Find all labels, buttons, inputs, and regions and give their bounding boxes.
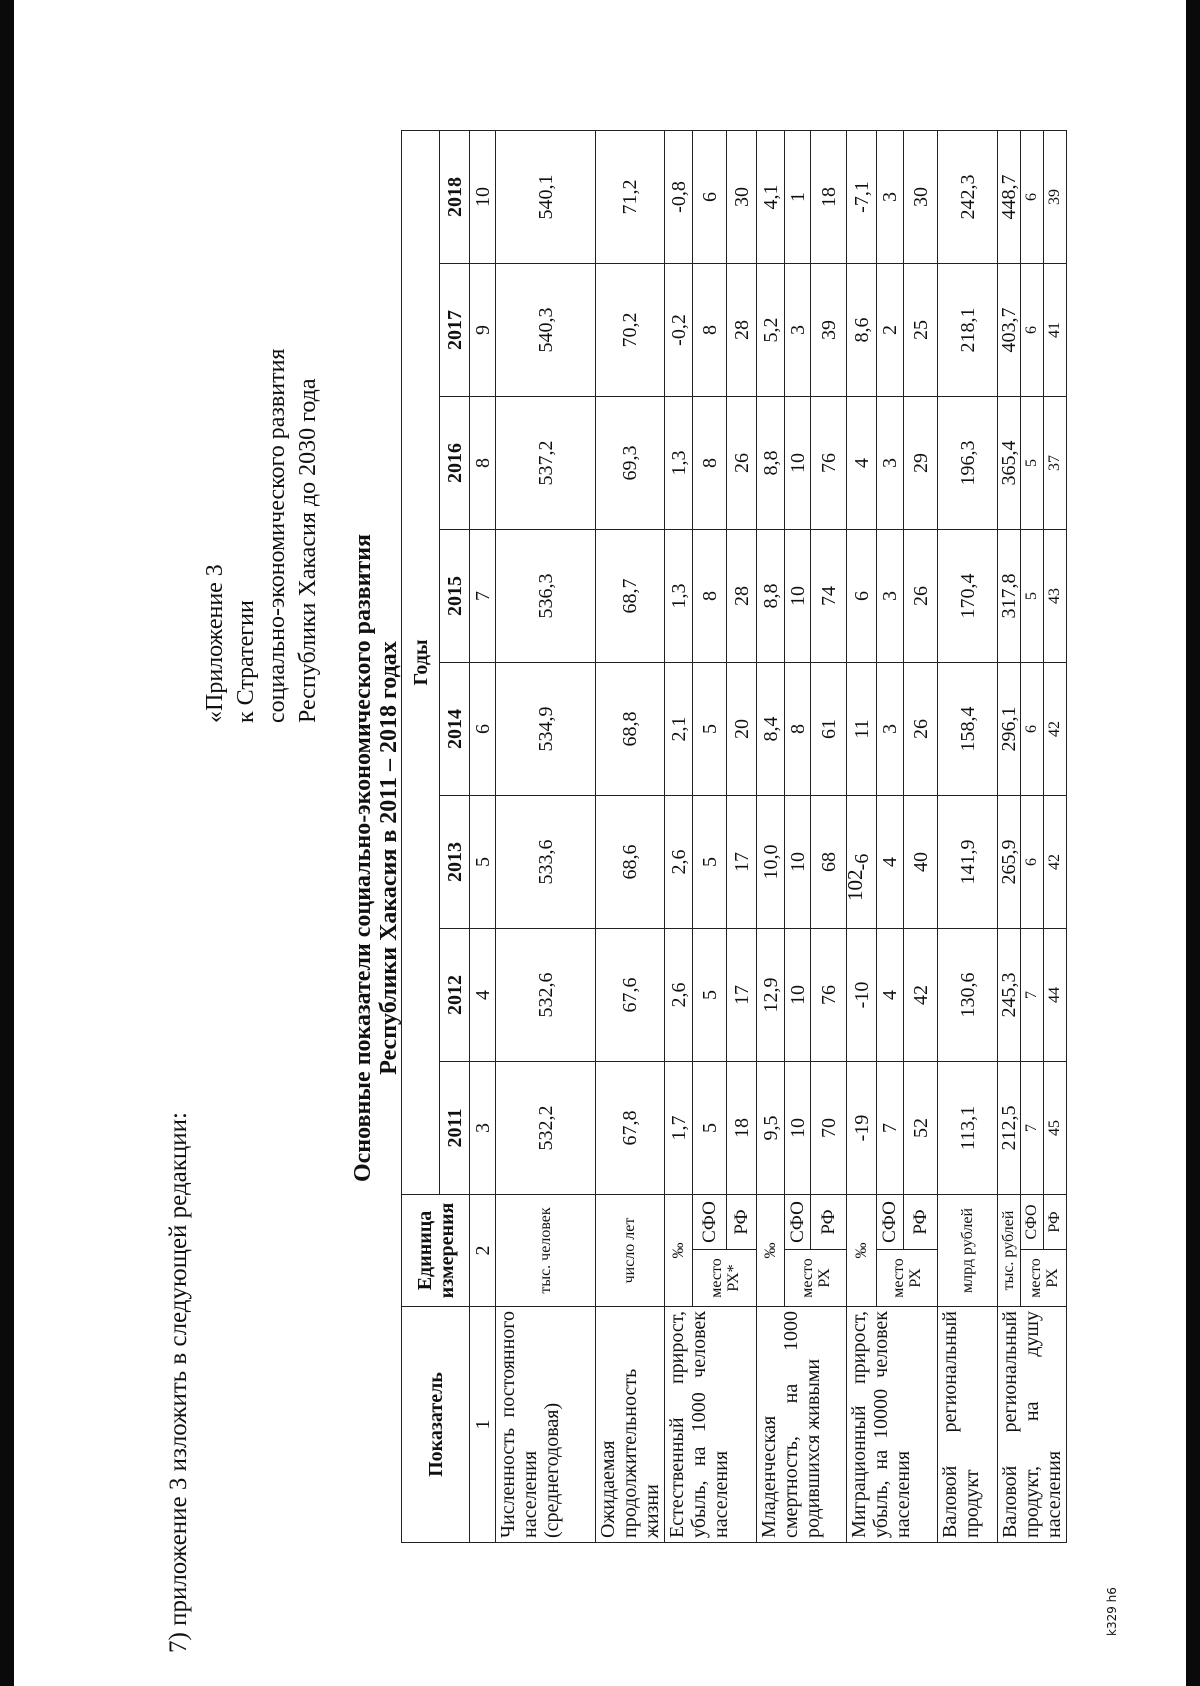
value-cell: -0,2 (665, 263, 693, 396)
value-cell: 317,8 (998, 529, 1021, 662)
column-number: 1 (470, 1307, 496, 1543)
header-year: 2014 (440, 662, 470, 795)
column-number: 3 (470, 1061, 496, 1194)
value-cell: 130,6 (938, 928, 998, 1061)
value-cell: 6 (847, 529, 877, 662)
value-cell: 6 (1021, 263, 1044, 396)
column-number: 5 (470, 795, 496, 928)
column-number: 9 (470, 263, 496, 396)
value-cell: 26 (904, 662, 938, 795)
annex-line: «Приложение 3 (202, 564, 228, 723)
indicator-name: Валовой региональный продукт, на душу населения (998, 1307, 1067, 1543)
region-label: СФО (785, 1194, 811, 1249)
value-cell: 7 (877, 1061, 904, 1194)
value-cell: 10 (785, 928, 811, 1061)
indicator-name: Ожидаемая продолжительность жизни (596, 1307, 665, 1543)
value-cell: 37 (1044, 396, 1067, 529)
value-cell: 61 (811, 662, 847, 795)
table-row (665, 130, 693, 1542)
unit-cell: ‰ (847, 1194, 877, 1306)
value-cell: 534,9 (496, 662, 596, 795)
value-cell: 242,3 (938, 130, 998, 263)
value-cell: 18 (727, 1061, 757, 1194)
value-cell: 12,9 (757, 928, 785, 1061)
header-year: 2016 (440, 396, 470, 529)
value-cell: 532,2 (496, 1061, 596, 1194)
value-cell: 448,7 (998, 130, 1021, 263)
header-row (402, 130, 440, 1542)
value-cell: 5,2 (757, 263, 785, 396)
numbering-row (470, 130, 496, 1542)
value-cell: 1,3 (665, 396, 693, 529)
value-cell: 113,1 (938, 1061, 998, 1194)
table-row (938, 130, 998, 1542)
value-cell: 8,4 (757, 662, 785, 795)
table-title: Основные показатели социально-экономического развития (350, 533, 376, 1183)
value-cell: 28 (727, 529, 757, 662)
value-cell: 540,3 (496, 263, 596, 396)
place-label: место РХ (877, 1250, 938, 1307)
value-cell: 11 (847, 662, 877, 795)
annex-line: Республики Хакасия до 2030 года (295, 378, 321, 723)
value-cell: 67,8 (596, 1061, 665, 1194)
table-row (847, 130, 877, 1542)
header-year: 2015 (440, 529, 470, 662)
table-row (496, 130, 596, 1542)
value-cell: 540,1 (496, 130, 596, 263)
value-cell: 1,3 (665, 529, 693, 662)
unit-cell: ‰ (757, 1194, 785, 1306)
value-cell: 212,5 (998, 1061, 1021, 1194)
value-cell: 2 (877, 263, 904, 396)
region-label: РФ (1044, 1194, 1067, 1249)
indicator-name: Естественный прирост, убыль, на 1000 человек населения (665, 1307, 757, 1543)
region-label: РФ (727, 1194, 757, 1249)
annex-line: к Стратегии (233, 600, 259, 723)
unit-cell: тыс. рублей (998, 1194, 1021, 1306)
region-label: СФО (693, 1194, 727, 1249)
value-cell: 2,1 (665, 662, 693, 795)
value-cell: 8,6 (847, 263, 877, 396)
column-number: 8 (470, 396, 496, 529)
value-cell: 8,8 (757, 396, 785, 529)
unit-cell: млрд рублей (938, 1194, 998, 1306)
value-cell: 8 (693, 396, 727, 529)
value-cell: 25 (904, 263, 938, 396)
value-cell: -0,8 (665, 130, 693, 263)
value-cell: -6 (847, 795, 877, 928)
value-cell: 44 (1044, 928, 1067, 1061)
indicator-name: Валовой региональный продукт (938, 1307, 998, 1543)
unit-cell: ‰ (665, 1194, 693, 1306)
value-cell: 18 (811, 130, 847, 263)
header-year: 2012 (440, 928, 470, 1061)
value-cell: 5 (693, 928, 727, 1061)
value-cell: 536,3 (496, 529, 596, 662)
value-cell: 45 (1044, 1061, 1067, 1194)
value-cell: 296,1 (998, 662, 1021, 795)
value-cell: 52 (904, 1061, 938, 1194)
region-label: РФ (811, 1194, 847, 1249)
value-cell: 39 (1044, 130, 1067, 263)
value-cell: 170,4 (938, 529, 998, 662)
value-cell: 29 (904, 396, 938, 529)
scan-edge-right (1186, 0, 1200, 1686)
value-cell: 39 (811, 263, 847, 396)
value-cell: 3 (877, 396, 904, 529)
region-label: РФ (904, 1194, 938, 1249)
value-cell: 5 (693, 662, 727, 795)
value-cell: 26 (904, 529, 938, 662)
value-cell: 4,1 (757, 130, 785, 263)
place-label: место РХ (1021, 1250, 1067, 1307)
value-cell: 8 (693, 529, 727, 662)
header-year: 2011 (440, 1061, 470, 1194)
value-cell: 42 (1044, 662, 1067, 795)
value-cell: 68,6 (596, 795, 665, 928)
value-cell: 70,2 (596, 263, 665, 396)
region-label: СФО (877, 1194, 904, 1249)
value-cell: 68,8 (596, 662, 665, 795)
value-cell: 40 (904, 795, 938, 928)
region-label: СФО (1021, 1194, 1044, 1249)
value-cell: 69,3 (596, 396, 665, 529)
value-cell: 30 (727, 130, 757, 263)
header-years: Годы (402, 130, 440, 1194)
value-cell: 9,5 (757, 1061, 785, 1194)
value-cell: 71,2 (596, 130, 665, 263)
value-cell: 68,7 (596, 529, 665, 662)
value-cell: 43 (1044, 529, 1067, 662)
value-cell: 5 (693, 795, 727, 928)
header-indicator: Показатель (402, 1307, 470, 1543)
indicator-name: Численность постоянного населения (среднегодовая) (496, 1307, 596, 1543)
place-label: место РХ (785, 1250, 847, 1307)
value-cell: 8 (693, 263, 727, 396)
value-cell: 4 (877, 928, 904, 1061)
value-cell: 533,6 (496, 795, 596, 928)
value-cell: 10,0 (757, 795, 785, 928)
value-cell: 532,6 (496, 928, 596, 1061)
value-cell: 2,6 (665, 795, 693, 928)
header-year: 2017 (440, 263, 470, 396)
value-cell: 20 (727, 662, 757, 795)
value-cell: 3 (877, 529, 904, 662)
value-cell: 17 (727, 795, 757, 928)
value-cell: 42 (904, 928, 938, 1061)
table-subtitle: Республики Хакасия в 2011 – 2018 годах (376, 641, 402, 1075)
value-cell: 4 (847, 396, 877, 529)
value-cell: 10 (785, 795, 811, 928)
table-row (757, 130, 785, 1542)
column-number: 4 (470, 928, 496, 1061)
value-cell: 6 (1021, 130, 1044, 263)
value-cell: -19 (847, 1061, 877, 1194)
value-cell: 76 (811, 928, 847, 1061)
value-cell: 30 (904, 130, 938, 263)
value-cell: -10 (847, 928, 877, 1061)
intro-text: 7) приложение 3 изложить в следующей редакции: (165, 1112, 192, 1653)
value-cell: 3 (785, 263, 811, 396)
value-cell: 196,3 (938, 396, 998, 529)
indicator-name: Младенческая смертность, на 1000 родившихся живыми (757, 1307, 847, 1543)
header-unit: Единица измерения (402, 1194, 470, 1306)
unit-cell: число лет (596, 1194, 665, 1306)
value-cell: 218,1 (938, 263, 998, 396)
value-cell: 5 (1021, 529, 1044, 662)
value-cell: 3 (877, 662, 904, 795)
value-cell: 5 (693, 1061, 727, 1194)
column-number: 2 (470, 1194, 496, 1306)
table-row (998, 130, 1021, 1542)
indicator-name: Миграционный прирост, убыль, на 10000 человек населения (847, 1307, 938, 1543)
value-cell: 5 (1021, 396, 1044, 529)
column-number: 7 (470, 529, 496, 662)
value-cell: 26 (727, 396, 757, 529)
value-cell: 158,4 (938, 662, 998, 795)
value-cell: 28 (727, 263, 757, 396)
value-cell: 4 (877, 795, 904, 928)
table-row (596, 130, 665, 1542)
value-cell: 1,7 (665, 1061, 693, 1194)
value-cell: 41 (1044, 263, 1067, 396)
value-cell: 265,9 (998, 795, 1021, 928)
annex-reference (200, 349, 324, 723)
annex-line: социально-экономического развития (264, 348, 290, 723)
value-cell: 245,3 (998, 928, 1021, 1061)
indicators-table (401, 130, 1067, 1543)
header-year: 2018 (440, 130, 470, 263)
value-cell: 3 (877, 130, 904, 263)
place-label: место РХ* (693, 1250, 757, 1307)
value-cell: 141,9 (938, 795, 998, 928)
value-cell: 74 (811, 529, 847, 662)
value-cell: 10 (785, 529, 811, 662)
value-cell: 537,2 (496, 396, 596, 529)
value-cell: 403,7 (998, 263, 1021, 396)
value-cell: 70 (811, 1061, 847, 1194)
value-cell: 76 (811, 396, 847, 529)
scan-code: k329 h6 (1105, 1587, 1119, 1636)
value-cell: 6 (1021, 795, 1044, 928)
value-cell: 10 (785, 396, 811, 529)
value-cell: 7 (1021, 928, 1044, 1061)
value-cell: 2,6 (665, 928, 693, 1061)
page-number: 102 (843, 869, 867, 901)
value-cell: 10 (785, 1061, 811, 1194)
rotated-page (25, 53, 1155, 1663)
value-cell: 17 (727, 928, 757, 1061)
header-year: 2013 (440, 795, 470, 928)
value-cell: 6 (1021, 662, 1044, 795)
unit-cell: тыс. человек (496, 1194, 596, 1306)
value-cell: 6 (693, 130, 727, 263)
column-number: 6 (470, 662, 496, 795)
value-cell: 7 (1021, 1061, 1044, 1194)
value-cell: 365,4 (998, 396, 1021, 529)
column-number: 10 (470, 130, 496, 263)
value-cell: 42 (1044, 795, 1067, 928)
value-cell: 8 (785, 662, 811, 795)
value-cell: 8,8 (757, 529, 785, 662)
value-cell: 67,6 (596, 928, 665, 1061)
value-cell: 68 (811, 795, 847, 928)
value-cell: 1 (785, 130, 811, 263)
value-cell: -7,1 (847, 130, 877, 263)
scan-edge-left (0, 0, 14, 1686)
